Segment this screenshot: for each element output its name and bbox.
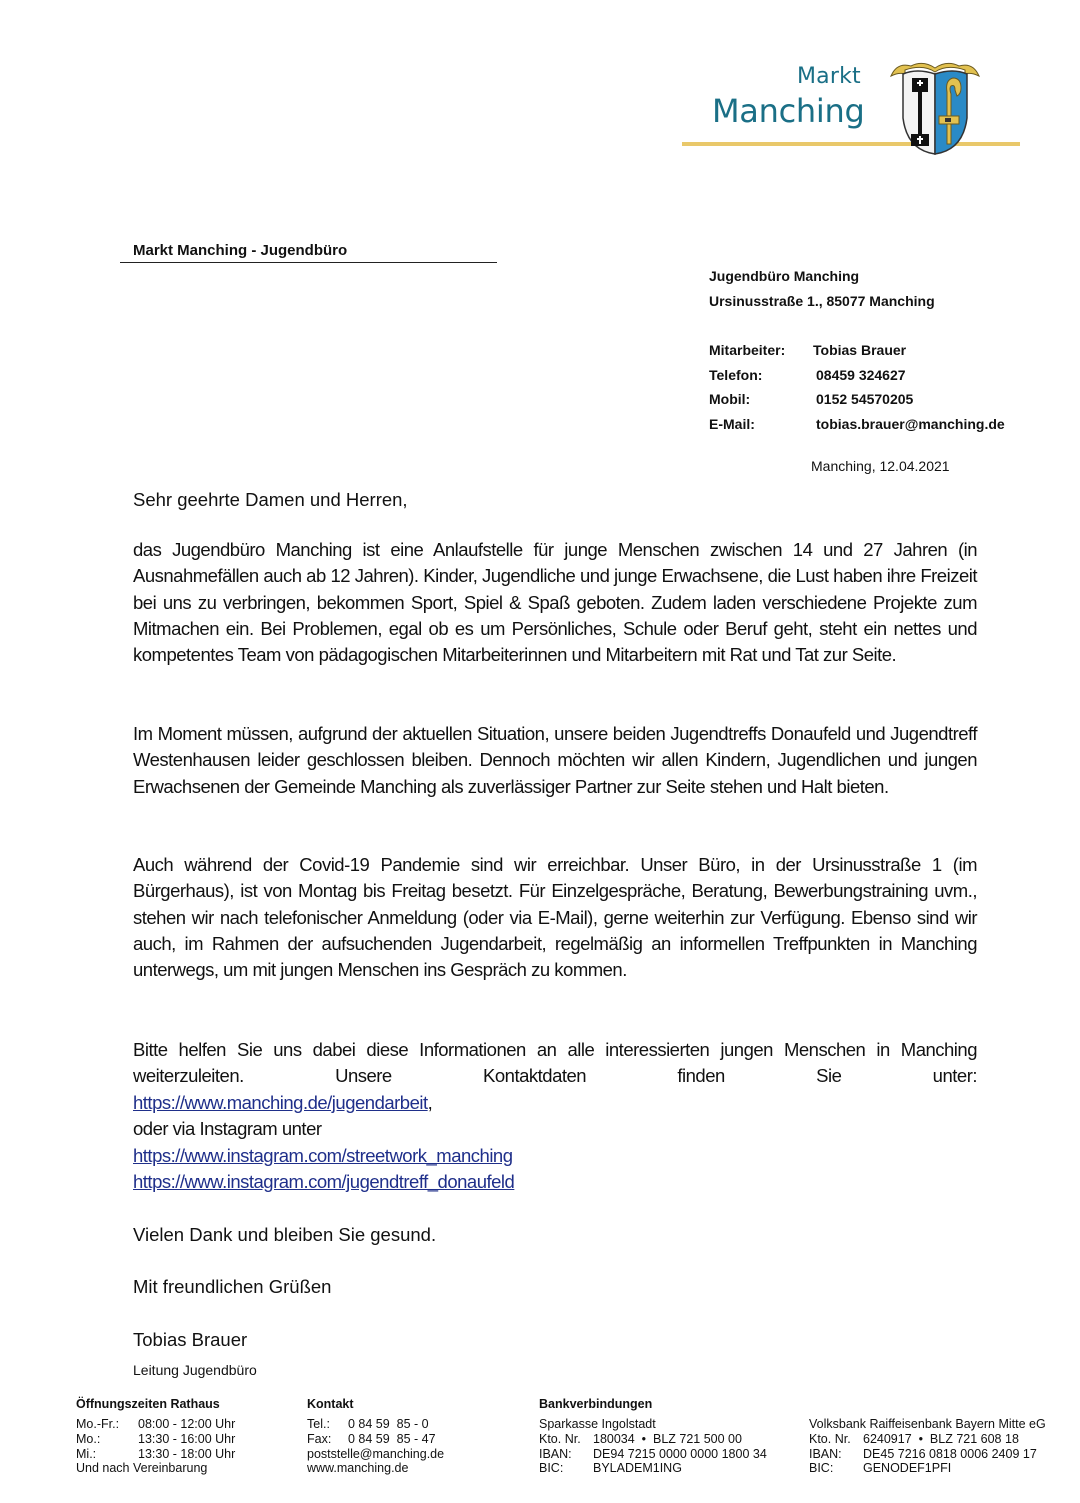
link-instagram-jugendtreff[interactable]: https://www.instagram.com/jugendtreff_donaufeld bbox=[133, 1171, 515, 1192]
hours-day: Mo.: bbox=[76, 1431, 101, 1446]
bank-account-volksbank bbox=[809, 1417, 1046, 1476]
paragraph-covid: Auch während der Covid-19 Pandemie sind wir erreichbar. Unser Büro, in der Ursinusstraße 1 (im Bürgerhaus), ist von Montag bis Freitag besetzt. Für Einzelgespräche, Beratung, Bewerbungstraining uvm., stehen wir nach telefonischer Anmeldung (oder via E-Mail), gerne weiterhin zur Verfügung. Ebenso sind wir auch, im Rahmen der aufsuchenden Jugendarbeit, regelmäßig an informellen Treffpunkten in Manching unterwegs, um mit jungen Menschen ins Gespräch zu kommen. bbox=[133, 854, 977, 981]
signer-name: Tobias Brauer bbox=[133, 1329, 248, 1350]
coat-of-arms-icon bbox=[887, 58, 983, 156]
iban-value: DE94 7215 0000 0000 1800 34 bbox=[593, 1446, 767, 1461]
footer-email: poststelle@manching.de bbox=[307, 1446, 445, 1461]
fax-label: Fax: bbox=[307, 1431, 332, 1446]
hours-day: Mi.: bbox=[76, 1446, 97, 1461]
logo-text-markt: Markt bbox=[797, 64, 861, 89]
contact-value-mobile: 0152 54570205 bbox=[816, 391, 914, 407]
footer-contact bbox=[307, 1417, 444, 1476]
hours-time: 08:00 - 12:00 Uhr bbox=[138, 1417, 236, 1431]
bic-label: BIC: bbox=[809, 1461, 834, 1476]
kto-label: Kto. Nr. bbox=[539, 1431, 581, 1446]
return-address: Markt Manching - Jugendbüro bbox=[133, 242, 348, 259]
signer-title: Leitung Jugendbüro bbox=[133, 1362, 257, 1378]
link-suffix: , bbox=[427, 1092, 433, 1113]
logo-text-manching: Manching bbox=[712, 92, 865, 130]
salutation: Sehr geehrte Damen und Herren, bbox=[133, 489, 408, 510]
thanks-line: Vielen Dank und bleiben Sie gesund. bbox=[133, 1224, 437, 1245]
paragraph-closure: Im Moment müssen, aufgrund der aktuellen Situation, unsere beiden Jugendtreffs Donaufeld und Jugendtreff Westenhausen leider geschlossen bleiben. Dennoch möchten wir allen Kindern, Jugendlichen und jungen Erwachsenen der Gemeinde Manching als zuverlässiger Partner zur Seite stehen und Halt bieten. bbox=[133, 723, 977, 797]
contact-label-email: E-Mail: bbox=[709, 416, 755, 432]
contact-label-phone: Telefon: bbox=[709, 367, 763, 383]
tel-label: Tel.: bbox=[307, 1417, 330, 1431]
contact-label-staff: Mitarbeiter: bbox=[709, 342, 786, 358]
bic-value: GENODEF1PFI bbox=[863, 1461, 952, 1476]
paragraph-intro: das Jugendbüro Manching ist eine Anlaufstelle für junge Menschen zwischen 14 und 27 Jahren (in Ausnahmefällen auch ab 12 Jahren). Kinder, Jugendliche und junge Erwachsene, die Lust haben ihre Freizeit bei uns zu verbringen, bekommen Sport, Spiel & Spaß geboten. Zudem laden verschiedene Projekte zum Mitmachen ein. Bei Problemen, egal ob es um Persönliches, Schule oder Beruf geht, steht ein nettes und kompetentes Team von pädagogischen Mitarbeiterinnen und Mitarbeitern mit Rat und Tat zur Seite. bbox=[133, 539, 977, 666]
tel-value: 0 84 59 85 - 0 bbox=[348, 1417, 429, 1431]
bic-label: BIC: bbox=[539, 1461, 564, 1476]
footer-hours bbox=[76, 1417, 235, 1476]
bic-value: BYLADEM1ING bbox=[593, 1461, 682, 1476]
instagram-intro: oder via Instagram unter bbox=[133, 1118, 322, 1139]
kto-label: Kto. Nr. bbox=[809, 1431, 851, 1446]
hours-time: 13:30 - 18:00 Uhr bbox=[138, 1446, 236, 1461]
contact-office: Jugendbüro Manching bbox=[709, 268, 860, 284]
contact-address: Ursinusstraße 1., 85077 Manching bbox=[709, 293, 935, 309]
instagram-link-line-2 bbox=[133, 1169, 514, 1195]
hours-time: 13:30 - 16:00 Uhr bbox=[138, 1431, 236, 1446]
link-main-line bbox=[133, 1090, 432, 1116]
hours-note: Und nach Vereinbarung bbox=[76, 1461, 208, 1476]
iban-label: IBAN: bbox=[809, 1446, 842, 1461]
contact-label-mobile: Mobil: bbox=[709, 391, 751, 407]
footer-contact-heading: Kontakt bbox=[307, 1397, 354, 1411]
footer-banks-heading: Bankverbindungen bbox=[539, 1397, 653, 1411]
bank-account-sparkasse bbox=[539, 1417, 767, 1476]
link-jugendarbeit[interactable]: https://www.manching.de/jugendarbeit bbox=[133, 1092, 428, 1113]
fax-value: 0 84 59 85 - 47 bbox=[348, 1431, 436, 1446]
kto-value: 6240917 • BLZ 721 608 18 bbox=[863, 1431, 1019, 1446]
footer-hours-heading: Öffnungszeiten Rathaus bbox=[76, 1397, 220, 1411]
closing-line: Mit freundlichen Grüßen bbox=[133, 1276, 332, 1297]
contact-value-staff: Tobias Brauer bbox=[813, 342, 907, 358]
iban-value: DE45 7216 0818 0006 2409 17 bbox=[863, 1446, 1037, 1461]
paragraph-request: Bitte helfen Sie uns dabei diese Informationen an alle interessierten jungen Menschen in Manching weiterzuleiten. Unsere Kontaktdaten finden Sie unter: bbox=[133, 1039, 977, 1087]
contact-value-email: tobias.brauer@manching.de bbox=[816, 416, 1005, 432]
hours-day: Mo.-Fr.: bbox=[76, 1417, 120, 1431]
contact-value-phone: 08459 324627 bbox=[816, 367, 906, 383]
instagram-link-line-1 bbox=[133, 1143, 513, 1169]
kto-value: 180034 • BLZ 721 500 00 bbox=[593, 1431, 742, 1446]
return-address-rule bbox=[120, 262, 497, 263]
bank-name: Sparkasse Ingolstadt bbox=[539, 1417, 656, 1431]
footer-website: www.manching.de bbox=[307, 1461, 409, 1476]
link-instagram-streetwork[interactable]: https://www.instagram.com/streetwork_manching bbox=[133, 1145, 513, 1166]
iban-label: IBAN: bbox=[539, 1446, 572, 1461]
place-date: Manching, 12.04.2021 bbox=[811, 458, 950, 474]
bank-name: Volksbank Raiffeisenbank Bayern Mitte eG bbox=[809, 1417, 1046, 1431]
